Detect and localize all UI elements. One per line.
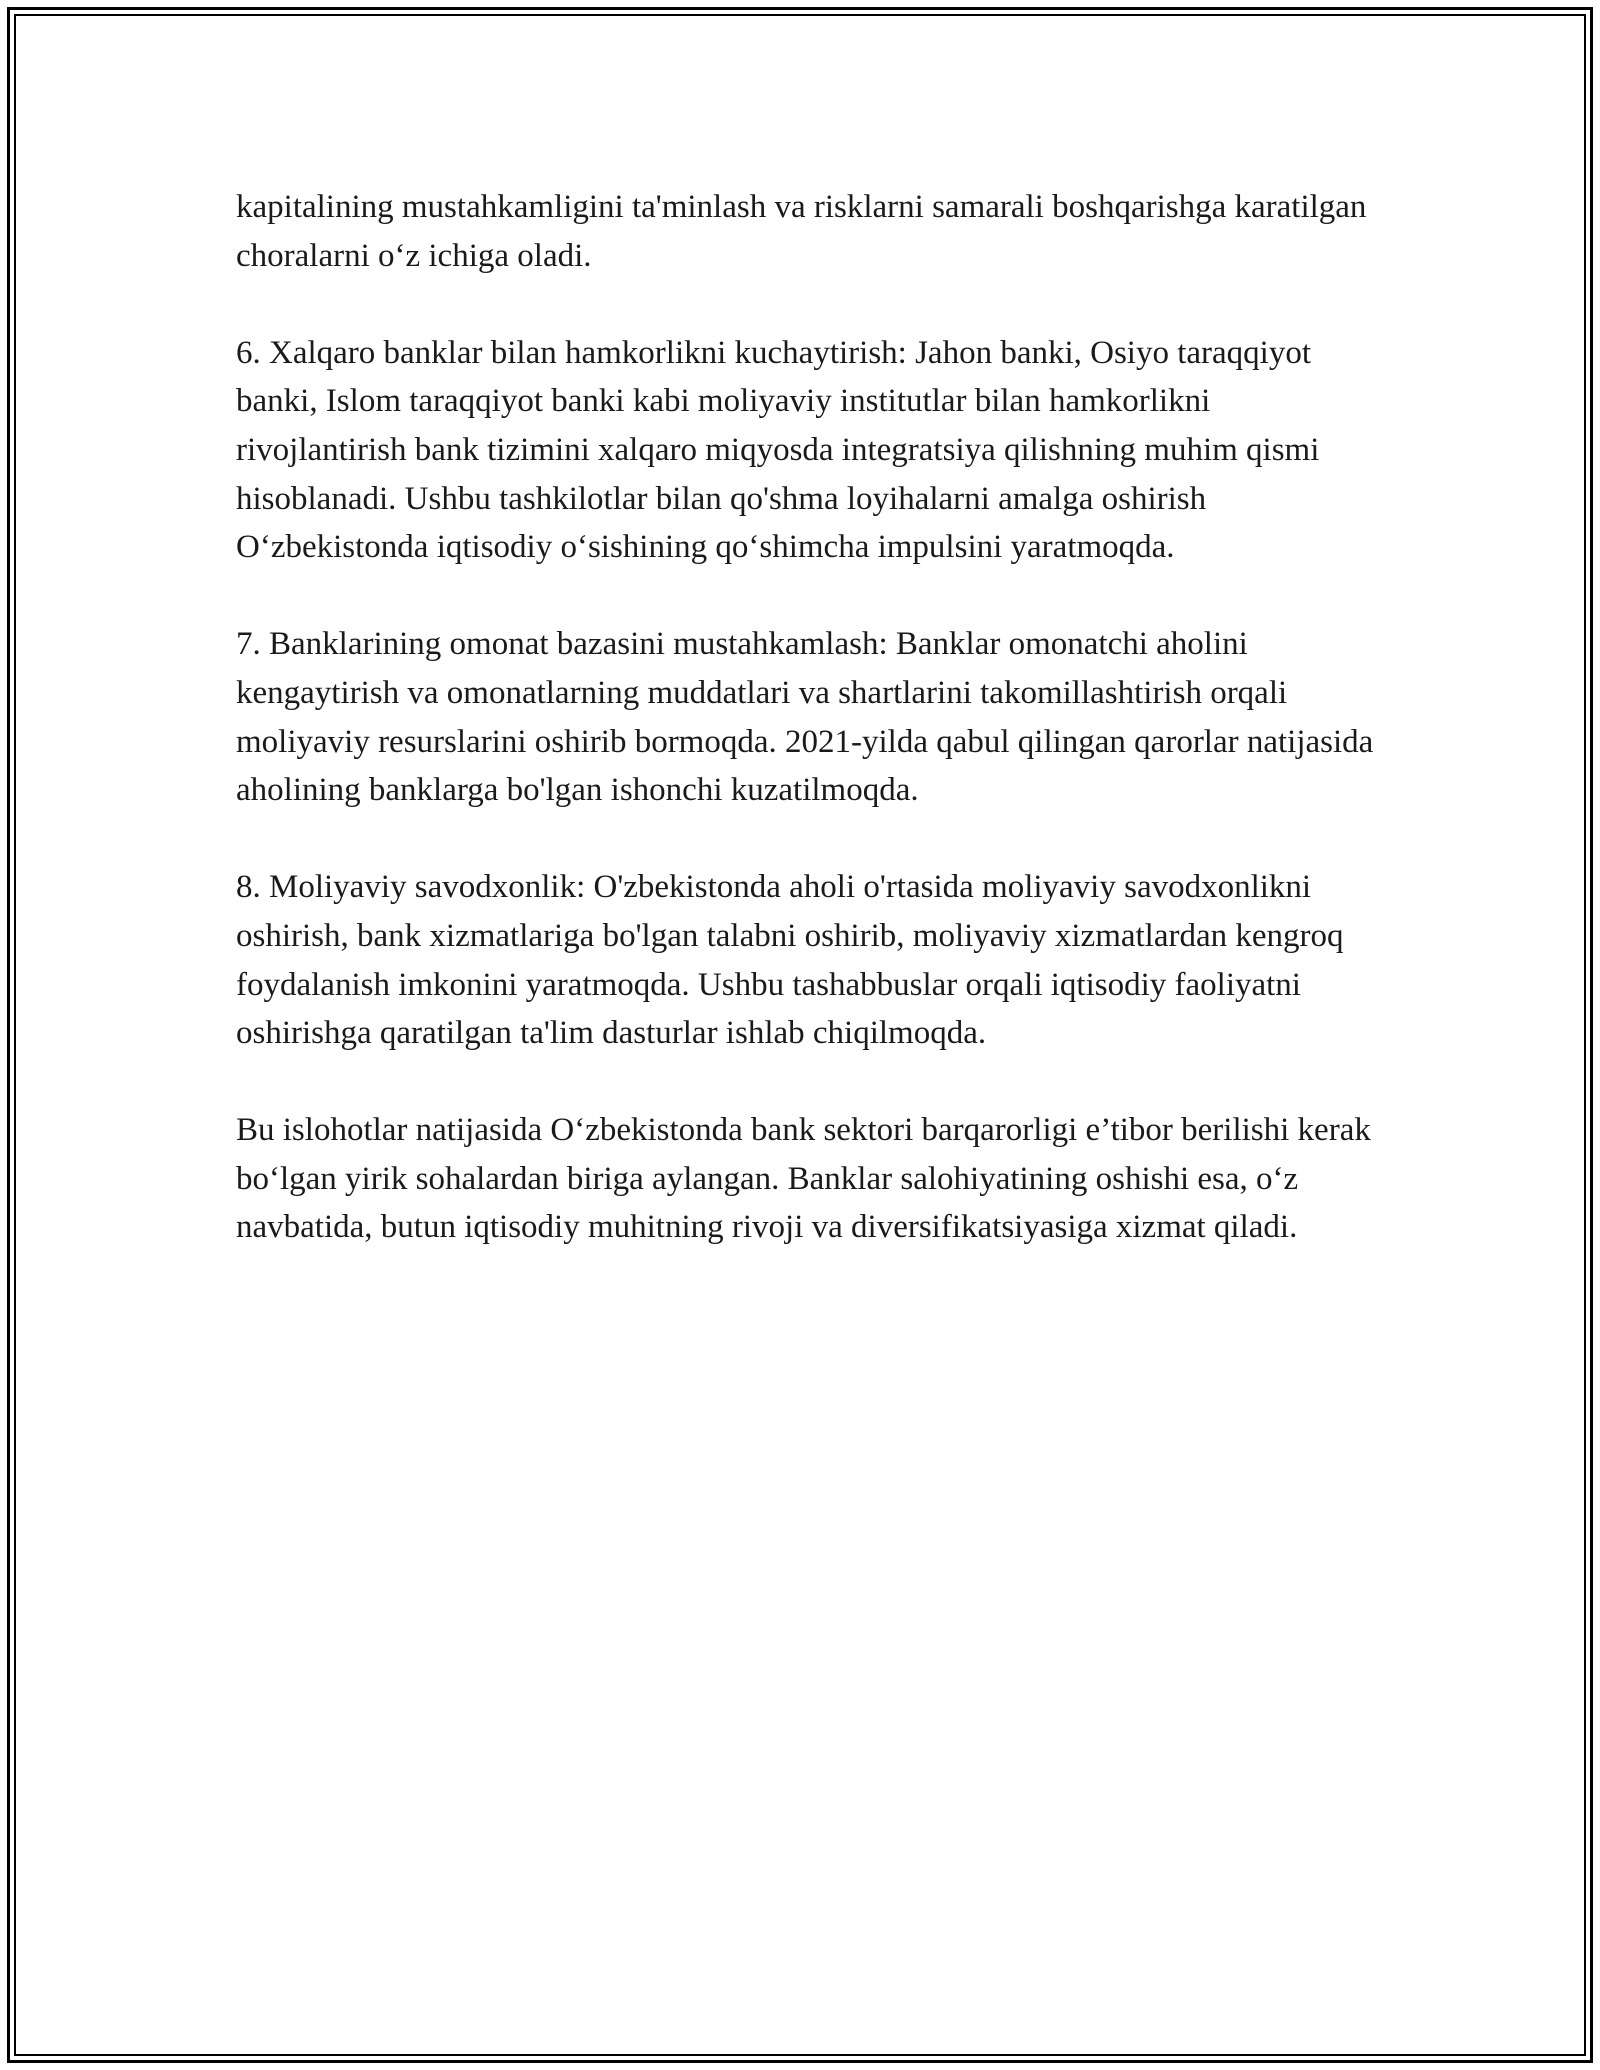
paragraph-item-6: 6. Xalqaro banklar bilan hamkorlikni kuchaytirish: Jahon banki, Osiyo taraqqiyot banki, Islom taraqqiyot banki kabi moliyaviy institutlar bilan hamkorlikni rivojlantirish bank tizimini xalqaro miqyosda integratsiya qilishning muhim qismi hisoblanadi. Ushbu tashkilotlar bilan qo'shma loyihalarni amalga oshirish O‘zbekistonda iqtisodiy o‘sishining qo‘shimcha impulsini yaratmoqda.	[236, 334, 1320, 566]
paragraph-item-8: 8. Moliyaviy savodxonlik: O'zbekistonda aholi o'rtasida moliyaviy savodxonlikni oshirish, bank xizmatlariga bo'lgan talabni oshirib, moliyaviy xizmatlardan kengroq foydalanish imkonini yaratmoqda. Ushbu tashabbuslar orqali iqtisodiy faoliyatni oshirishga qaratilgan ta'lim dasturlar ishlab chiqilmoqda.	[236, 869, 1344, 1052]
paragraph-conclusion: Bu islohotlar natijasida O‘zbekistonda bank sektori barqarorligi e’tibor berilishi kerak bo‘lgan yirik sohalardan biriga aylangan. Banklar salohiyatining oshishi esa, o‘z navbatida, butun iqtisodiy muhitning rivoji va diversifikatsiyasiga xizmat qiladi.	[236, 1112, 1371, 1246]
document-body	[236, 183, 1386, 1301]
paragraph-item-7: 7. Banklarining omonat bazasini mustahkamlash: Banklar omonatchi aholini kengaytirish va omonatlarning muddatlari va shartlarini takomillashtirish orqali moliyaviy resurslarini oshirib bormoqda. 2021-yilda qabul qilingan qarorlar natijasida aholining banklarga bo'lgan ishonchi kuzatilmoqda.	[236, 626, 1374, 809]
paragraph-continuation: kapitalining mustahkamligini ta'minlash va risklarni samarali boshqarishga karatilgan choralarni o‘z ichiga oladi.	[236, 189, 1367, 274]
